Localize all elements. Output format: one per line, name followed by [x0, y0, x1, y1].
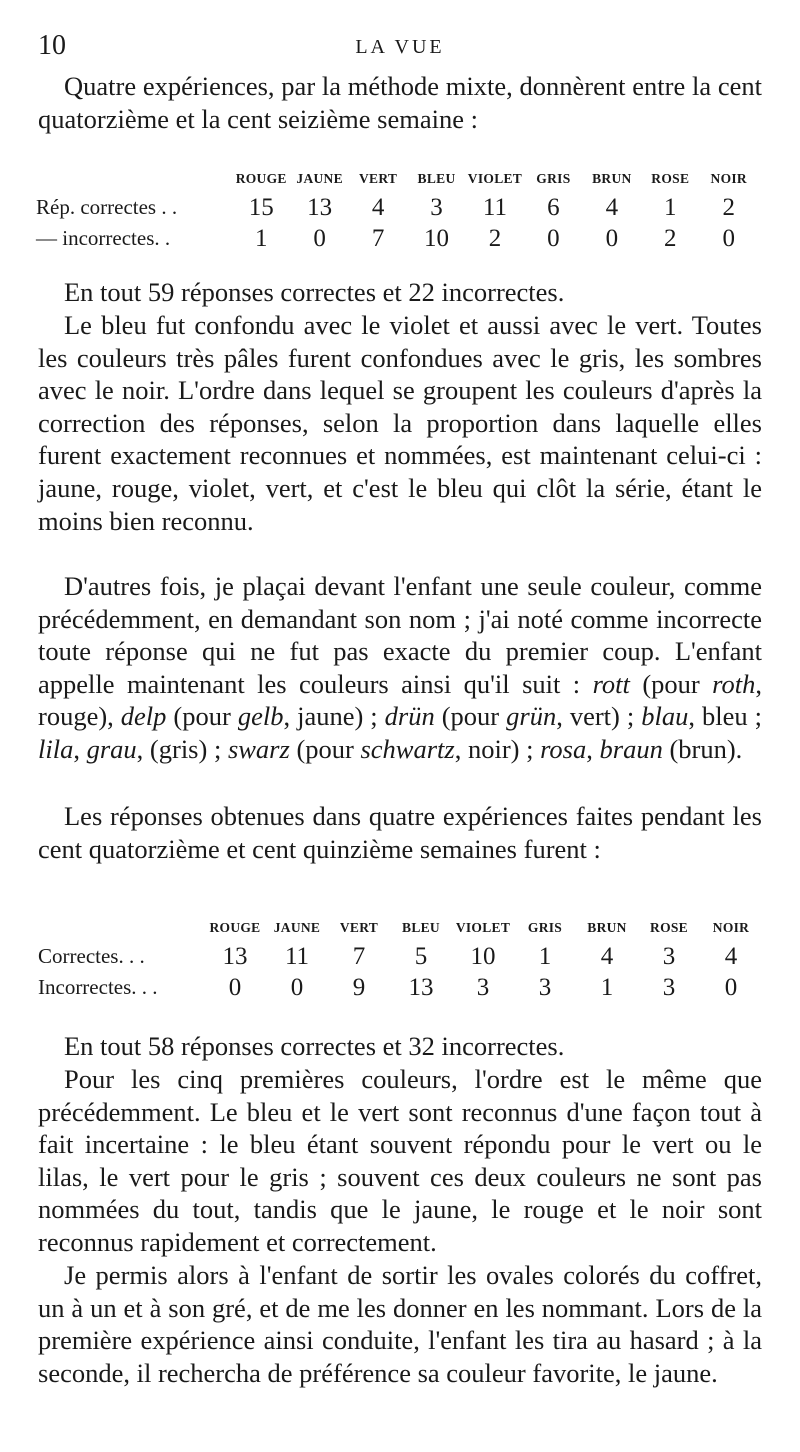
text-run: ,: [73, 733, 87, 764]
column-header: BLEU: [417, 171, 456, 186]
table-cell: 11: [284, 942, 310, 970]
column-header: ROSE: [650, 920, 688, 935]
table-cell: 4: [371, 193, 385, 221]
text-run: ,: [586, 733, 600, 764]
table-header-row: [36, 166, 758, 192]
table-cell: 0: [290, 973, 304, 1001]
table-header-row: [38, 915, 762, 941]
word-drun: drün: [384, 701, 435, 732]
table-cell: 3: [662, 973, 676, 1001]
word-schwartz: schwartz: [360, 733, 455, 764]
column-header: NOIR: [710, 171, 747, 186]
text-run: , rouge),: [38, 668, 762, 732]
table-cell: 3: [476, 973, 490, 1001]
table-cell: 2: [664, 224, 677, 252]
table-cell: 1: [254, 224, 268, 252]
word-lila: lila: [38, 733, 74, 764]
word-rott: rott: [592, 668, 630, 699]
color-responses-table-1: [36, 166, 758, 254]
column-header: VERT: [358, 171, 398, 186]
word-rosa: rosa: [540, 733, 587, 764]
paragraph-order: Pour les cinq premières couleurs, l'ordre est le même que précédemment. Le bleu et le vert sont reconnus d'une façon tout à fait incertaine : le bleu étant souvent répondu pour le vert ou le lilas, le vert pour le gris ; souvent ces deux couleurs ne sont pas nommées du tout, tandis que le jaune, le rouge et le noir sont reconnus rapidement et correctement.: [38, 1064, 762, 1257]
word-grun: grün: [506, 701, 557, 732]
table-cell: 4: [724, 942, 738, 970]
column-header: GRIS: [527, 920, 563, 935]
table-cell: 6: [547, 193, 560, 221]
table-cell: 11: [482, 193, 507, 221]
table-cell: 0: [228, 973, 242, 1001]
table-cell: 13: [307, 193, 333, 221]
table-cell: 0: [313, 224, 326, 252]
word-roth: roth: [712, 668, 756, 699]
row-label: Rép. correctes . .: [36, 195, 178, 219]
paragraph-naming: [38, 570, 762, 766]
table-corner: [38, 915, 204, 941]
column-header: ROUGE: [209, 920, 261, 935]
text-run: , (gris) ;: [136, 733, 228, 764]
column-header: VIOLET: [467, 171, 523, 186]
table-row: [38, 972, 762, 1003]
table-cell: 1: [664, 193, 677, 221]
column-header: BLEU: [402, 920, 440, 935]
table-cell: 13: [222, 942, 248, 970]
table-cell: 9: [352, 973, 366, 1001]
column-header: VERT: [339, 920, 379, 935]
column-header: BRUN: [592, 171, 632, 186]
column-header: VIOLET: [455, 920, 511, 935]
word-braun: braun: [599, 733, 663, 764]
text-run: (pour: [289, 733, 361, 764]
text-run: (pour: [629, 668, 713, 699]
table-cell: 7: [352, 942, 366, 970]
row-label: Incorrectes. . .: [38, 975, 158, 999]
text-run: (pour: [434, 701, 507, 732]
paragraph-confusions: Le bleu fut confondu avec le violet et aussi avec le vert. Toutes les couleurs très pâles furent confondues avec le gris, les sombres avec le noir. L'ordre dans lequel se groupent les couleurs d'après la correction des réponses, selon la proportion dans laquelle elles furent exactement reconnues et nommées, est maintenant celui-ci : jaune, rouge, violet, vert, et c'est le bleu qui clôt la série, étant le moins bien reconnu.: [38, 310, 762, 536]
table-row: [38, 941, 762, 972]
table-corner: [36, 166, 232, 192]
table-cell: 1: [600, 973, 614, 1001]
text-run: (brun).: [662, 733, 743, 764]
row-label: Correctes. . .: [38, 944, 145, 968]
table-cell: 15: [248, 193, 274, 221]
table-cell: 10: [470, 942, 496, 970]
table-row: [36, 192, 758, 223]
page-number: 10: [38, 30, 66, 61]
page-header: [38, 30, 762, 66]
table-cell: 5: [414, 942, 428, 970]
row-label: — incorrectes. .: [36, 226, 171, 250]
column-header: JAUNE: [273, 920, 321, 935]
column-header: ROSE: [651, 171, 690, 186]
table-cell: 4: [605, 193, 619, 221]
text-run: (pour: [166, 701, 238, 732]
table-cell: 3: [538, 973, 552, 1001]
column-header: BRUN: [587, 920, 627, 935]
column-header: GRIS: [536, 171, 571, 186]
table-cell: 0: [605, 224, 619, 252]
column-header: JAUNE: [296, 171, 343, 186]
word-gelb: gelb: [237, 701, 284, 732]
table-cell: 2: [488, 224, 502, 252]
text-run: , jaune) ;: [283, 701, 385, 732]
table-cell: 10: [424, 224, 450, 252]
table-cell: 0: [724, 973, 738, 1001]
word-blau: blau: [641, 701, 689, 732]
column-header: NOIR: [712, 920, 750, 935]
table-cell: 1: [538, 942, 552, 970]
text-run: , bleu ;: [688, 701, 762, 732]
running-title: LA VUE: [355, 36, 445, 58]
word-grau: grau: [86, 733, 137, 764]
table-cell: 3: [430, 193, 443, 221]
word-delp: delp: [120, 701, 167, 732]
text-run: , vert) ;: [556, 701, 642, 732]
paragraph-total-2: En tout 58 réponses correctes et 32 incorrectes.: [64, 1031, 565, 1061]
text-run: , noir) ;: [454, 733, 541, 764]
table-cell: 4: [600, 942, 614, 970]
paragraph-total-1: En tout 59 réponses correctes et 22 incorrectes.: [64, 277, 565, 307]
table-cell: 0: [722, 224, 735, 252]
paragraph-ovals: Je permis alors à l'enfant de sortir les ovales colorés du coffret, un à un et à son gré, et de me les donner en les nommant. Lors de la première expérience ainsi conduite, l'enfant les tira au hasard ; à la seconde, il rechercha de préférence sa couleur favorite, le jaune.: [38, 1260, 762, 1388]
table-cell: 3: [662, 942, 676, 970]
table-row: [36, 223, 758, 254]
table-cell: 0: [547, 224, 560, 252]
table-cell: 2: [722, 193, 735, 221]
text-run: D'autres fois, je plaçai devant l'enfant une seule couleur, comme précédemment, en demandant son nom ; j'ai noté comme incorrecte toute réponse qui ne fut pas exacte du premier coup. L'enfant appelle maintenant les couleurs ainsi qu'il suit :: [38, 571, 762, 699]
column-header: ROUGE: [235, 171, 287, 186]
table-cell: 7: [371, 224, 385, 252]
paragraph-intro-table1: Quatre expériences, par la méthode mixte, donnèrent entre la cent quatorzième et la cent seizième semaine :: [38, 71, 762, 134]
paragraph-intro-table2: Les réponses obtenues dans quatre expériences faites pendant les cent quatorzième et cent quinzième semaines furent :: [38, 801, 762, 864]
word-swarz: swarz: [227, 733, 290, 764]
table-cell: 13: [408, 973, 434, 1001]
color-responses-table-2: [38, 915, 762, 1003]
